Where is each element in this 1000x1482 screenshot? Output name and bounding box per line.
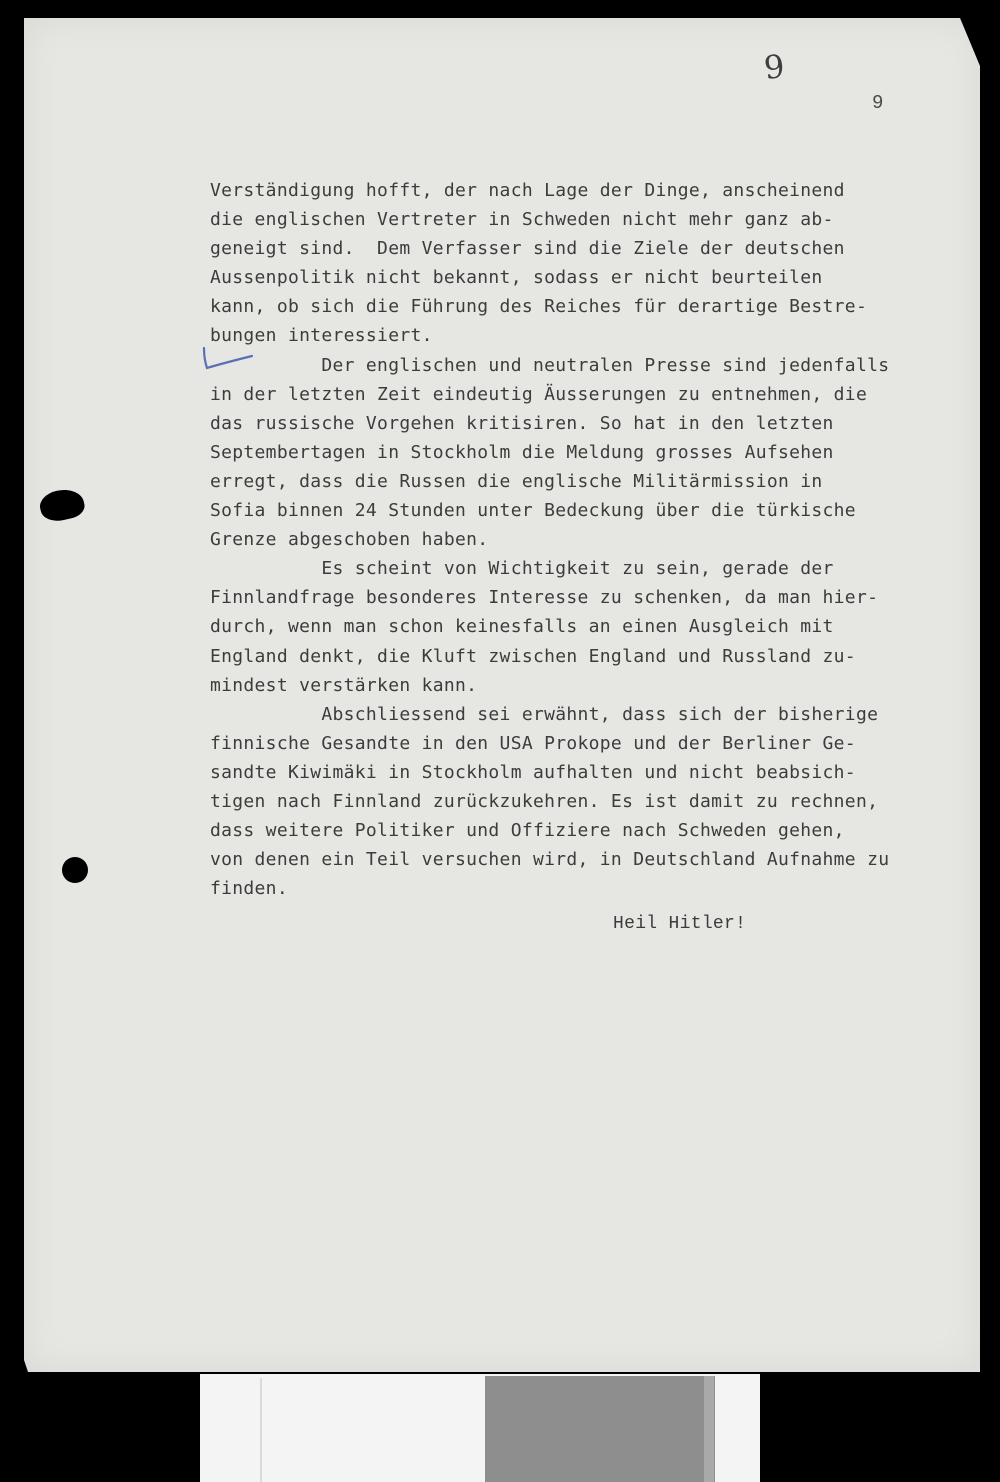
body-line: erregt, dass die Russen die englische Militärmission in xyxy=(210,470,823,492)
body-line: England denkt, die Kluft zwischen England und Russland zu- xyxy=(210,645,856,667)
body-line: sandte Kiwimäki in Stockholm aufhalten und nicht beabsich- xyxy=(210,761,856,783)
body-line: Abschliessend sei erwähnt, dass sich der bisherige xyxy=(210,703,879,725)
handwritten-page-number: 9 xyxy=(762,47,787,87)
gray-reference-card xyxy=(485,1376,715,1482)
body-line: in der letzten Zeit eindeutig Äusserungen zu entnehmen, die xyxy=(210,383,868,405)
body-line: geneigt sind. Dem Verfasser sind die Ziele der deutschen xyxy=(210,238,845,260)
body-line: Verständigung hofft, der nach Lage der Dinge, anscheinend xyxy=(210,180,845,201)
typed-page-number: 9 xyxy=(872,92,884,114)
body-line: Sofia binnen 24 Stunden unter Bedeckung über die türkische xyxy=(210,500,856,522)
letter-body xyxy=(210,176,950,903)
body-line: durch, wenn man schon keinesfalls an einen Ausgleich mit xyxy=(210,616,834,638)
body-line: tigen nach Finnland zurückzukehren. Es ist damit zu rechnen, xyxy=(210,790,879,812)
body-line: Es scheint von Wichtigkeit zu sein, gerade der xyxy=(210,558,834,580)
body-line: Septembertagen in Stockholm die Meldung grosses Aufsehen xyxy=(210,441,834,463)
body-line: Der englischen und neutralen Presse sind jedenfalls xyxy=(210,354,890,376)
body-line: das russische Vorgehen kritisiren. So hat in den letzten xyxy=(210,412,834,434)
punch-hole-bottom xyxy=(62,857,88,883)
body-line: die englischen Vertreter in Schweden nicht mehr ganz ab- xyxy=(210,209,834,231)
body-line: mindest verstärken kann. xyxy=(210,674,478,696)
body-line: finden. xyxy=(210,878,288,900)
body-line: kann, ob sich die Führung des Reiches für derartige Bestre- xyxy=(210,296,868,318)
body-line: Aussenpolitik nicht bekannt, sodass er nicht beurteilen xyxy=(210,267,823,289)
body-line: dass weitere Politiker und Offiziere nach Schweden gehen, xyxy=(210,820,845,842)
body-line: Finnlandfrage besonderes Interesse zu schenken, da man hier- xyxy=(210,587,879,609)
body-line: Grenze abgeschoben haben. xyxy=(210,529,489,551)
closing-salutation: Heil Hitler! xyxy=(613,914,747,934)
gray-card-edge xyxy=(704,1376,714,1482)
body-line: finnische Gesandte in den USA Prokope und der Berliner Ge- xyxy=(210,732,856,754)
strip-fold-line xyxy=(260,1378,262,1482)
body-line: von denen ein Teil versuchen wird, in Deutschland Aufnahme zu xyxy=(210,849,890,871)
body-line: bungen interessiert. xyxy=(210,325,433,347)
